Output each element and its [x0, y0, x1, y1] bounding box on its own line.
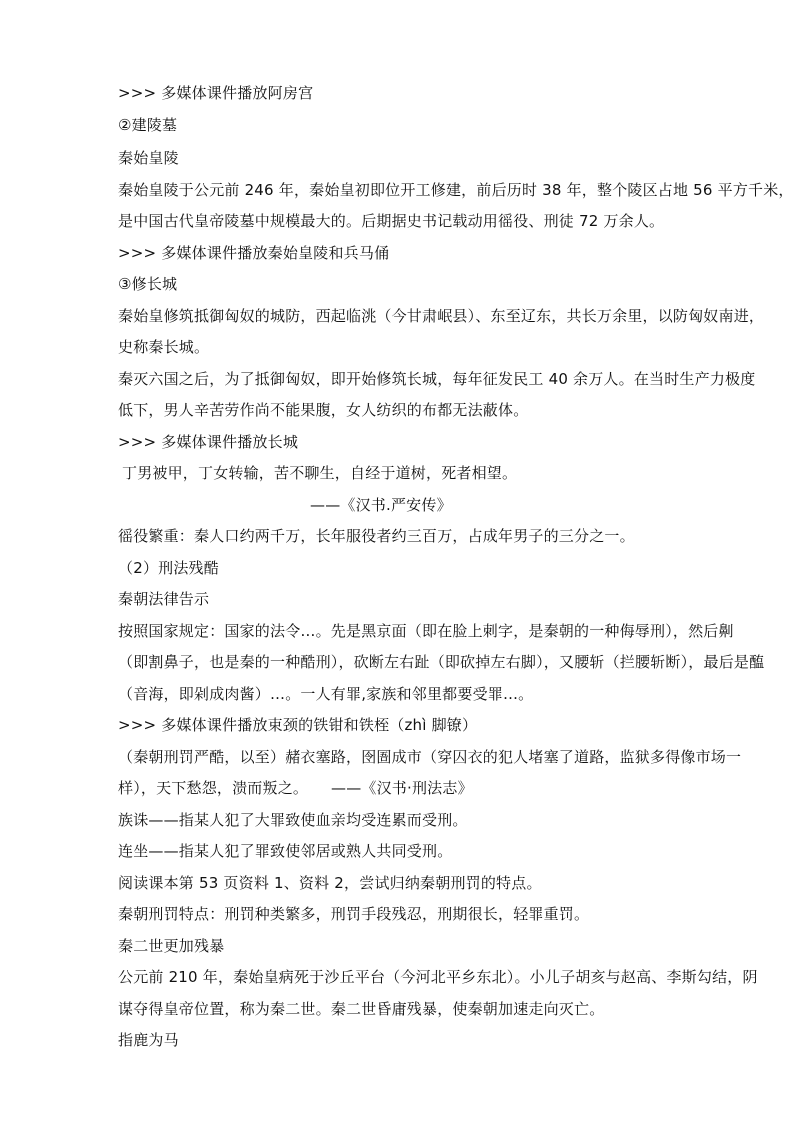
multimedia-note-epang-palace: >>> 多媒体课件播放阿房宫 — [118, 84, 314, 102]
multimedia-note-great-wall: >>> 多媒体课件播放长城 — [118, 433, 299, 451]
heading-qin-mausoleum: 秦始皇陵 — [118, 149, 179, 167]
paragraph-line: 秦始皇陵于公元前 246 年，秦始皇初即位开工修建，前后历时 38 年，整个陵区占地 56 平方千米， — [118, 181, 794, 199]
punishment-features: 秦朝刑罚特点：刑罚种类繁多，刑罚手段残忍，刑期很长，轻罪重罚。 — [118, 905, 590, 923]
paragraph-line: 按照国家规定：国家的法令…。先是黑京面（即在脸上刺字，是秦朝的一种侮辱刑），然后劓 — [118, 622, 734, 640]
paragraph-line: 低下，男人辛苦劳作尚不能果腹，女人纺织的布都无法蔽体。 — [118, 401, 529, 419]
paragraph-line: 公元前 210 年，秦始皇病死于沙丘平台（今河北平乡东北）。小儿子胡亥与赵高、李斯勾结，阴 — [118, 968, 758, 986]
multimedia-note-shackles: >>> 多媒体课件播放束颈的铁钳和铁桎（zhì 脚镣） — [118, 716, 478, 734]
subheading-harsh-laws: （2）刑法残酷 — [118, 559, 219, 577]
paragraph-line: 徭役繁重：秦人口约两千万，长年服役者约三百万，占成年男子的三分之一。 — [118, 527, 635, 545]
paragraph-line: （即割鼻子，也是秦的一种酷刑），砍断左右趾（即砍掉左右脚），又腰斩（拦腰斩断），最后是醢 — [118, 653, 765, 671]
quotation-citation: ——《汉书.严安传》 — [310, 496, 452, 514]
definition-clan-execution: 族诛——指某人犯了大罪致使血亲均受连累而受刑。 — [118, 811, 468, 829]
quotation-line: 丁男被甲，丁女转输，苦不聊生，自经于道树，死者相望。 — [122, 464, 518, 482]
reading-task: 阅读课本第 53 页资料 1、资料 2，尝试归纳秦朝刑罚的特点。 — [118, 874, 542, 892]
paragraph-line: 秦灭六国之后，为了抵御匈奴，即开始修筑长城，每年征发民工 40 余万人。在当时生产力极度 — [118, 370, 756, 388]
definition-collective-punishment: 连坐——指某人犯了罪致使邻居或熟人共同受刑。 — [118, 842, 453, 860]
heading-qin-law-notice: 秦朝法律告示 — [118, 590, 210, 608]
paragraph-line: 史称秦长城。 — [118, 338, 210, 356]
paragraph-line: 谋夺得皇帝位置，称为秦二世。秦二世昏庸残暴，使秦朝加速走向灭亡。 — [118, 1000, 605, 1018]
heading-second-emperor: 秦二世更加残暴 — [118, 937, 225, 955]
heading-deer-horse: 指鹿为马 — [118, 1031, 179, 1049]
paragraph-line: 是中国古代皇帝陵墓中规模最大的。后期据史书记载动用徭役、刑徒 72 万余人。 — [118, 212, 665, 230]
paragraph-line: 秦始皇修筑抵御匈奴的城防，西起临洮（今甘肃岷县）、东至辽东，共长万余里，以防匈奴南进， — [118, 307, 765, 325]
multimedia-note-terracotta: >>> 多媒体课件播放秦始皇陵和兵马俑 — [118, 244, 390, 262]
subheading-build-mausoleum: ②建陵墓 — [118, 116, 178, 134]
subheading-great-wall: ③修长城 — [118, 275, 178, 293]
paragraph-line: （秦朝刑罚严酷，以至）赭衣塞路，囹圄成市（穿囚衣的犯人堵塞了道路，监狱多得像市场一 — [118, 748, 742, 766]
paragraph-line: 样），天下愁怨，溃而叛之。 ——《汉书·刑法志》 — [118, 779, 473, 797]
paragraph-line: （音海，即剁成肉酱）…。一人有罪,家族和邻里都要受罪…。 — [118, 685, 534, 703]
